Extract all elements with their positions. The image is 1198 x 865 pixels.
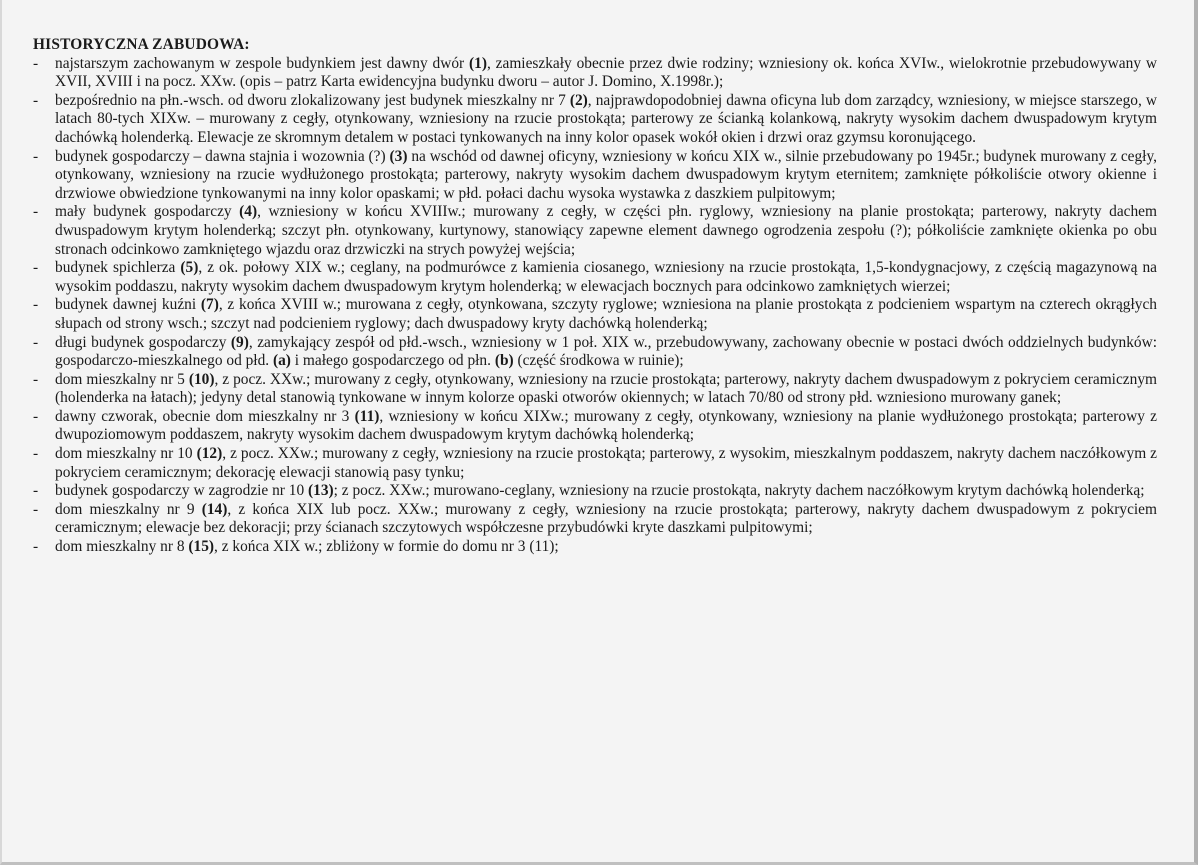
list-item: - długi budynek gospodarczy (9), zamykający zespół od płd.-wsch., wzniesiony w 1 poł. XIX w., przebudowywany, zachowany obecnie w postaci dwóch oddzielnych budynków: gospodarczo-mieszkalnego od płd. (a) i małego gospodarczego od płn. (b) (część środkowa w ruinie); <box>33 333 1157 370</box>
building-number: (1) <box>469 54 487 72</box>
building-list <box>33 55 1157 557</box>
list-bullet: - <box>33 203 39 221</box>
document-body <box>33 36 1157 557</box>
building-number: (13) <box>308 482 334 500</box>
list-item: - budynek gospodarczy – dawna stajnia i wozownia (?) (3) na wschód od dawnej oficyny, wzniesiony w końcu XIX w., silnie przebudowany po 1945r.; budynek murowany z cegły, otynkowany, wzniesiony na rzucie wydłużonego prostokąta; parterowy, nakryty wysokim dachem dwuspadowym krytym eternitem; zamknięte półkoliście otwory okienne i drzwiowe obwiedzione tynkowanymi na inny kolor opaskami; w płd. połaci dachu wysoka wystawka z daszkiem pulpitowym; <box>33 147 1157 202</box>
list-item: - mały budynek gospodarczy (4), wzniesiony w końcu XVIIIw.; murowany z cegły, w części płn. ryglowy, wzniesiony na planie prostokąta; parterowy, nakryty dachem dwuspadowym krytym holenderką; szczyt płn. otynkowany, kurtynowy, stanowiący zapewne element dawnego ogrodzenia zespołu (?); półkoliście zamknięte okienka po obu stronach odcinkowo zamkniętego wjazdu oraz drzwiczki na strych powyżej wejścia; <box>33 203 1157 258</box>
building-number: (a) <box>272 352 291 370</box>
building-number: (7) <box>200 296 219 314</box>
list-bullet: - <box>33 370 39 388</box>
list-bullet: - <box>33 538 39 556</box>
building-number: (14) <box>201 500 228 518</box>
building-number: (11) <box>354 407 380 425</box>
list-item: - dom mieszkalny nr 10 (12), z pocz. XXw.; murowany z cegły, wzniesiony na rzucie prostokąta; parterowy, z wysokim, mieszkalnym poddaszem, nakryty dachem naczółkowym z pokryciem ceramicznym; dekorację elewacji stanowią pasy tynku; <box>33 445 1157 481</box>
building-number: (10) <box>188 370 215 388</box>
list-bullet: - <box>33 445 39 463</box>
list-bullet: - <box>33 91 39 109</box>
list-bullet: - <box>33 407 39 425</box>
list-item: - dom mieszkalny nr 5 (10), z pocz. XXw.; murowany z cegły, otynkowany, wzniesiony na rzucie prostokąta; parterowy, nakryty dachem dwuspadowym z pokryciem ceramicznym (holenderka na łatach); jedyny detal stanowią tynkowane w innym kolorze opaski otworów okiennych; w latach 70/80 od strony płd. wzniesiono murowany ganek; <box>33 370 1157 407</box>
building-number: (5) <box>180 259 199 277</box>
list-bullet: - <box>33 147 39 165</box>
building-number: (15) <box>188 538 215 556</box>
list-item: - budynek gospodarczy w zagrodzie nr 10 (13); z pocz. XXw.; murowano-ceglany, wzniesiony na rzucie prostokąta, nakryty dachem naczółkowym krytym dachówką holenderką; <box>33 482 1145 500</box>
list-item: - dawny czworak, obecnie dom mieszkalny nr 3 (11), wzniesiony w końcu XIXw.; murowany z cegły, otynkowany, wzniesiony na planie wydłużonego prostokąta; parterowy z dwupoziomowym poddaszem, nakryty wysokim dachem dwuspadowym krytym dachówką holenderką; <box>33 407 1157 444</box>
list-bullet: - <box>33 259 39 277</box>
section-heading: HISTORYCZNA ZABUDOWA: <box>33 36 250 53</box>
building-number: (4) <box>239 203 258 221</box>
list-bullet: - <box>33 482 39 500</box>
list-item: - dom mieszkalny nr 8 (15), z końca XIX w.; zbliżony w formie do domu nr 3 (11); <box>33 538 559 556</box>
list-item: - bezpośrednio na płn.-wsch. od dworu zlokalizowany jest budynek mieszkalny nr 7 (2), najprawdopodobniej dawna oficyna lub dom zarządcy, wzniesiony, w miejsce starszego, w latach 80-tych XIXw. – murowany z cegły, otynkowany, wzniesiony na rzucie prostokąta; parterowy ze ścianką kolankową, nakryty wysokim dachem dwuspadowym krytym dachówką holenderką. Elewacje ze skromnym detalem w postaci tynkowanych na inny kolor opasek wokół okien i drzwi oraz gzymsu koronującego. <box>33 91 1157 146</box>
building-number: (9) <box>230 333 249 351</box>
building-number: (b) <box>494 352 514 370</box>
list-bullet: - <box>33 500 39 518</box>
list-bullet: - <box>33 54 39 72</box>
building-number: (2) <box>569 91 588 109</box>
list-item: - budynek spichlerza (5), z ok. połowy XIX w.; ceglany, na podmurówce z kamienia ciosanego, wzniesiony na rzucie prostokąta, 1,5-kondygnacjowy, z częścią magazynową na wysokim poddaszu, nakryty wysokim dachem dwuspadowym krytym holenderką; w elewacjach bocznych para odcinkowo zamkniętych wierzei; <box>33 259 1157 295</box>
list-bullet: - <box>33 333 39 351</box>
list-item: - najstarszym zachowanym w zespole budynkiem jest dawny dwór (1), zamieszkały obecnie przez dwie rodziny; wzniesiony ok. końca XVIw., wielokrotnie przebudowywany w XVII, XVIII i na pocz. XXw. (opis – patrz Karta ewidencyjna budynku dworu – autor J. Domino, X.1998r.); <box>33 54 1157 91</box>
building-number: (3) <box>389 147 408 165</box>
list-bullet: - <box>33 296 39 314</box>
list-item: - budynek dawnej kuźni (7), z końca XVIII w.; murowana z cegły, otynkowana, szczyty ryglowe; wzniesiona na planie prostokąta z podcieniem wspartym na czterech okrągłych słupach od strony wsch.; szczyt nad podcieniem ryglowy; dach dwuspadowy kryty dachówką holenderką; <box>33 296 1157 332</box>
list-item: - dom mieszkalny nr 9 (14), z końca XIX lub pocz. XXw.; murowany z cegły, wzniesiony na rzucie prostokąta; parterowy, nakryty dachem dwuspadowym z pokryciem ceramicznym; elewacje bez dekoracji; przy ścianach szczytowych współczesne przybudówki kryte daszkami pulpitowymi; <box>33 500 1157 537</box>
building-number: (12) <box>196 445 223 463</box>
